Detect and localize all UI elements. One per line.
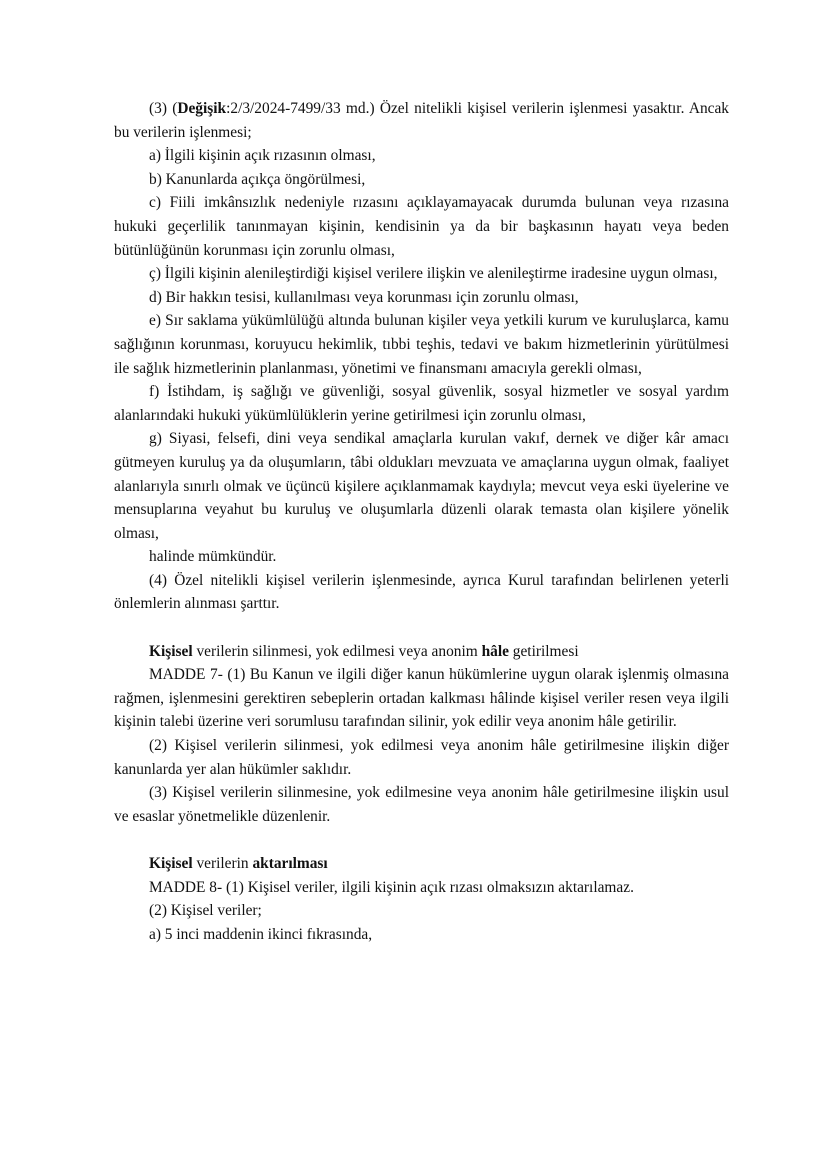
article-7-heading-mid: verilerin silinmesi, yok edilmesi veya anonim <box>192 642 482 660</box>
item-g: g) Siyasi, felsefi, dini veya sendikal amaçlarla kurulan vakıf, dernek ve diğer kâr amacı gütmeyen kuruluş ya da oluşumların, tâbi oldukları mevzuata ve amaçlarına uygun olmak, faaliyet alanlarıyla sınırlı olmak ve üçüncü kişilere açıklanmamak kaydıyla; mevcut veya eski üyelerine ve mensuplarına veyahut bu kuruluş ve oluşumlarla düzenli olarak temasta olan kişilere yönelik olması, <box>114 430 729 542</box>
item-e: e) Sır saklama yükümlülüğü altında bulunan kişiler veya yetkili kurum ve kuruluşlarca, kamu sağlığının korunması, koruyucu hekimlik, tıbbi teşhis, tedavi ve bakım hizmetlerinin yürütülmesi ile sağlık hizmetlerinin planlanması, yönetimi ve finansmanı amacıyla gerekli olması, <box>114 312 729 377</box>
article-8-heading-mid: verilerin <box>192 855 253 872</box>
article-7-heading <box>114 640 729 664</box>
spacer <box>114 828 729 852</box>
article-7-p3: (3) Kişisel verilerin silinmesine, yok edilmesine veya anonim hâle getirilmesine ilişkin usul ve esaslar yönetmelikle düzenlenir. <box>114 784 729 825</box>
article-7-heading-bold: Kişisel <box>149 642 193 660</box>
article-7-p1: MADDE 7- (1) Bu Kanun ve ilgili diğer kanun hükümlerine uygun olarak işlenmiş olmasına rağmen, işlenmesini gerektiren sebeplerin ortadan kalkması hâlinde kişisel veriler resen veya ilgili kişinin talebi üzerine veri sorumlusu tarafından silinir, yok edilir veya anonim hâle getirilir. <box>114 666 729 731</box>
article-8-heading-bold: Kişisel <box>149 855 193 872</box>
spacer <box>114 616 729 640</box>
paragraph-4: (4) Özel nitelikli kişisel verilerin işlenmesinde, ayrıca Kurul tarafından belirlenen yeterli önlemlerin alınması şarttır. <box>114 571 729 613</box>
halinde-line: halinde mümkündür. <box>149 548 277 566</box>
amendment-label: Değişik <box>177 100 227 117</box>
article-8-p1: MADDE 8- (1) Kişisel veriler, ilgili kişinin açık rızası olmaksızın aktarılamaz. <box>149 878 634 896</box>
article-7-p2: (2) Kişisel verilerin silinmesi, yok edilmesi veya anonim hâle getirilmesine ilişkin diğer kanunlarda yer alan hükümler saklıdır. <box>114 737 729 778</box>
p3-prefix: (3) ( <box>149 100 178 117</box>
article-8-p2: (2) Kişisel veriler; <box>149 902 262 920</box>
item-f: f) İstihdam, iş sağlığı ve güvenliği, sosyal güvenlik, sosyal hizmetler ve sosyal yardım alanlarındaki hukuki yükümlülüklerin yerine getirilmesi için zorunlu olması, <box>114 383 729 424</box>
article-7-heading-end: getirilmesi <box>508 642 579 660</box>
item-b: b) Kanunlarda açıkça öngörülmesi, <box>149 170 366 188</box>
article-8-heading <box>114 852 729 876</box>
article-7-heading-bold2: hâle <box>481 642 509 660</box>
paragraph-3 <box>114 97 729 144</box>
p3-text: :2/3/2024-7499/33 md.) Özel nitelikli kişisel verilerin işlenmesi yasaktır. Ancak bu verilerin işlenmesi; <box>114 100 730 141</box>
article-8-item-a: a) 5 inci maddenin ikinci fıkrasında, <box>149 925 373 943</box>
item-d: d) Bir hakkın tesisi, kullanılması veya korunması için zorunlu olması, <box>149 288 579 306</box>
item-cc: ç) İlgili kişinin alenileştirdiği kişisel verilere ilişkin ve alenileştirme iradesine uygun olması, <box>149 265 718 283</box>
item-a: a) İlgili kişinin açık rızasının olması, <box>149 147 376 165</box>
item-c: c) Fiili imkânsızlık nedeniyle rızasını açıklayamayacak durumda bulunan veya rızasına hukuki geçerlilik tanınmayan kişinin, kendisinin ya da bir başkasının hayatı veya beden bütünlüğünün korunması için zorunlu olması, <box>114 194 729 259</box>
article-8-heading-bold2: aktarılması <box>252 855 328 872</box>
